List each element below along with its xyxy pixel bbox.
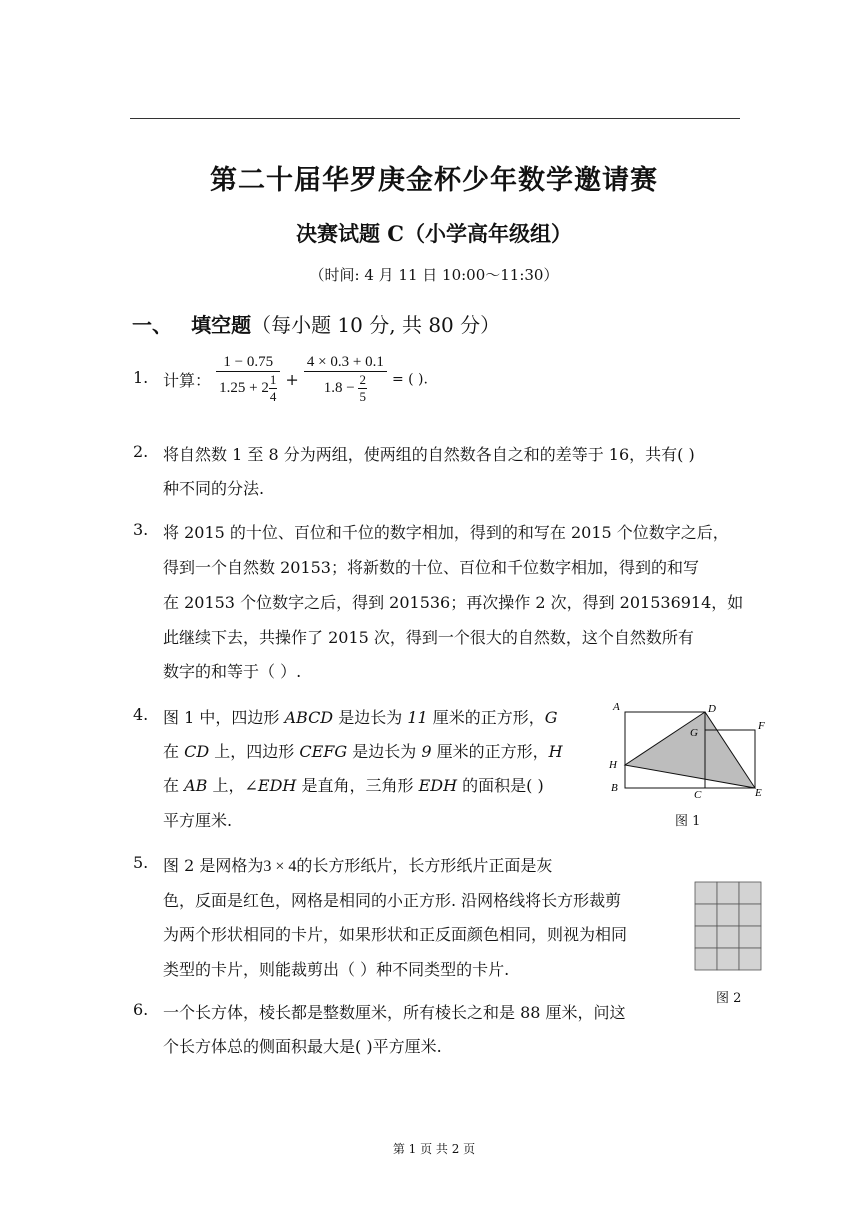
section-note: （每小题 10 分, 共 80 分） [251, 313, 501, 337]
q1-plus: + [285, 370, 299, 389]
grid-cell [695, 882, 717, 904]
q5-line-2: 色，反面是红色，网格是相同的小正方形. 沿网格线将长方形裁剪 [163, 891, 622, 910]
label-g: G [690, 727, 698, 739]
q4-number: 4. [133, 705, 149, 724]
q1-answer-blank: = ( ). [391, 371, 428, 388]
q4-text: 的面积是( ) [457, 776, 544, 795]
exam-time: （时间: 4 月 11 日 10:00～11:30） [309, 266, 559, 284]
q4-text: 厘米的正方形， [427, 708, 545, 727]
q1-f2-den-frac-num: 2 [359, 372, 366, 387]
q4-text: 上，∠ [207, 776, 258, 795]
q1-f1-numerator: 1 − 0.75 [216, 354, 280, 372]
q4-line-3 [163, 773, 544, 796]
q5-line-1 [163, 853, 552, 876]
grid-cell [695, 948, 717, 970]
q5-line-4: 类型的卡片，则能裁剪出（ ）种不同类型的卡片. [163, 960, 510, 979]
header-rule [130, 118, 740, 119]
grid-cell [717, 926, 739, 948]
section-numeral: 一、 [132, 313, 172, 337]
q2-line-2: 种不同的分法. [163, 479, 265, 498]
q4-var: EDH [418, 776, 458, 795]
figure-1 [605, 698, 775, 803]
q4-var: ABCD [284, 708, 334, 727]
q3-line-3: 在 20153 个位数字之后，得到 201536；再次操作 2 次，得到 201536914，如 [163, 593, 744, 612]
q4-var: EDH [257, 776, 297, 795]
q6-line-2: 个长方体总的侧面积最大是( )平方厘米. [163, 1037, 442, 1056]
q6-number: 6. [133, 1000, 149, 1019]
section-name: 填空题 [191, 313, 252, 337]
q4-text: 是直角，三角形 [296, 776, 419, 795]
q1-f2-den-frac-den: 5 [359, 389, 366, 404]
page-subtitle: 决赛试题 C（小学高年级组） [295, 221, 573, 246]
q1-f1-den-whole: 1.25 + 2 [219, 379, 269, 396]
q4-line-4: 平方厘米. [163, 811, 233, 830]
grid-cell [695, 904, 717, 926]
q3-number: 3. [133, 520, 149, 539]
q4-var: 11 [407, 708, 428, 727]
q1-f2-denominator [304, 372, 387, 405]
q1-f2-den-frac [358, 372, 367, 405]
q4-var: AB [184, 776, 208, 795]
q4-var: H [548, 742, 563, 761]
q4-var: 9 [421, 742, 432, 761]
q5-number: 5. [133, 853, 149, 872]
q1-expression [163, 354, 428, 405]
section-heading [132, 309, 500, 338]
label-a: A [613, 701, 620, 713]
q1-f1-denominator [216, 372, 280, 405]
q2-number: 2. [133, 442, 149, 461]
q3-line-5: 数字的和等于（ ）. [163, 662, 302, 681]
label-h: H [609, 759, 617, 771]
q2-line-1: 将自然数 1 至 8 分为两组，使两组的自然数各自之和的差等于 16，共有( ) [163, 445, 695, 464]
q4-text: 图 1 中，四边形 [163, 708, 285, 727]
q4-text: 是边长为 [333, 708, 408, 727]
q1-number: 1. [133, 368, 149, 387]
page-title: 第二十届华罗庚金杯少年数学邀请赛 [210, 165, 658, 196]
q4-line-1 [163, 705, 558, 728]
triangle-edh [625, 712, 755, 788]
figure-1-caption: 图 1 [675, 814, 701, 829]
q1-f2-den-whole: 1.8 − [323, 379, 355, 396]
grid-cell [717, 948, 739, 970]
grid-cell [739, 926, 761, 948]
q5-grid-size: 3 × 4 [263, 858, 297, 875]
q4-text: 在 [163, 742, 185, 761]
q5-text: 图 2 是网格为 [163, 856, 264, 875]
label-e: E [755, 787, 762, 799]
q4-text: 厘米的正方形， [431, 742, 549, 761]
q4-var: CD [184, 742, 210, 761]
q3-line-4: 此继续下去，共操作了 2015 次，得到一个很大的自然数，这个自然数所有 [163, 628, 694, 647]
page-footer: 第 1 页 共 2 页 [392, 1142, 476, 1156]
q1-label: 计算： [163, 371, 212, 390]
label-c: C [694, 789, 702, 801]
q1-f1-den-mixed [269, 372, 278, 405]
grid-cell [739, 904, 761, 926]
q4-line-2 [163, 739, 563, 762]
grid-cell [717, 904, 739, 926]
q4-text: 是边长为 [347, 742, 422, 761]
label-b: B [611, 782, 618, 794]
q5-line-3: 为两个形状相同的卡片，如果形状和正反面颜色相同，则视为相同 [163, 925, 628, 944]
grid-cell [739, 882, 761, 904]
q3-line-2: 得到一个自然数 20153；将新数的十位、百位和千位数字相加，得到的和写 [163, 558, 699, 577]
q1-f2-numerator: 4 × 0.3 + 0.1 [304, 354, 387, 372]
q4-var: G [544, 708, 558, 727]
q3-line-1: 将 2015 的十位、百位和千位的数字相加，得到的和写在 2015 个位数字之后， [163, 523, 729, 542]
label-f: F [758, 720, 765, 732]
q1-f1-den-mixed-num: 1 [269, 372, 277, 387]
q5-text: 的长方形纸片，长方形纸片正面是灰 [296, 856, 553, 875]
q1-fraction-1 [216, 354, 280, 405]
q1-f1-den-mixed-den: 4 [269, 389, 277, 404]
q4-var: CEFG [299, 742, 348, 761]
q6-line-1: 一个长方体，棱长都是整数厘米，所有棱长之和是 88 厘米，问这 [163, 1003, 626, 1022]
q4-text: 在 [163, 776, 185, 795]
figure-2-caption: 图 2 [716, 991, 742, 1006]
grid-cell [695, 926, 717, 948]
q4-text: 上，四边形 [209, 742, 300, 761]
label-d: D [708, 703, 716, 715]
figure-2 [693, 880, 763, 972]
grid-cell [717, 882, 739, 904]
grid-cell [739, 948, 761, 970]
q1-fraction-2 [304, 354, 387, 405]
